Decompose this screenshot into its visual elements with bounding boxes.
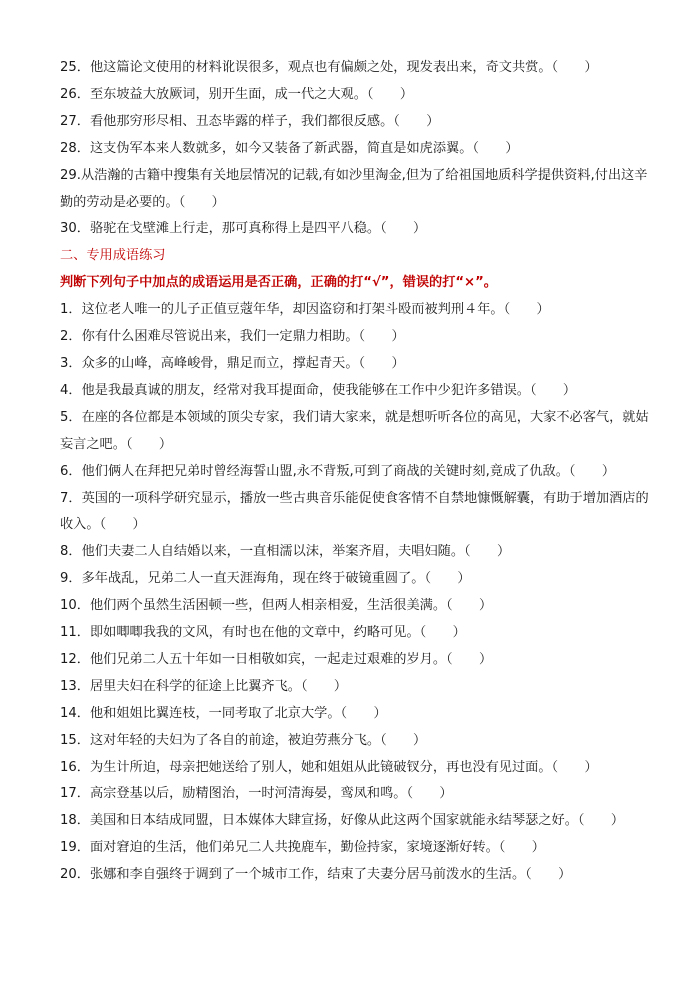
- question-line: 1．这位老人唯一的儿子正值豆蔻年华，却因盗窃和打架斗殴而被判刑４年。（ ）: [60, 302, 550, 318]
- question-line: 12．他们兄弟二人五十年如一日相敬如宾，一起走过艰难的岁月。（ ）: [60, 651, 493, 667]
- question-line: 20．张娜和李自强终于调到了一个城市工作，结束了夫妻分居马前泼水的生活。（ ）: [60, 867, 572, 883]
- question-line: 16．为生计所迫，母亲把她送给了别人，她和姐姐从此镜破钗分，再也没有见过面。（ ）: [60, 759, 598, 775]
- question-line: 27．看他那穷形尽相、丑态毕露的样子，我们都很反感。（ ）: [60, 113, 440, 129]
- question-line: 17．高宗登基以后，励精图治，一时河清海晏，鸾凤和鸣。（ ）: [60, 786, 453, 802]
- question-line: 6．他们俩人在拜把兄弟时曾经海誓山盟,永不背叛,可到了商战的关键时刻,竟成了仇敌。（ ）: [60, 463, 616, 479]
- question-line: 14．他和姐姐比翼连枝，一同考取了北京大学。（ ）: [60, 705, 387, 721]
- question-line: 10．他们两个虽然生活困顿一些，但两人相亲相爱，生活很美满。（ ）: [60, 598, 493, 614]
- question-line: 5．在座的各位都是本领域的顶尖专家，我们请大家来，就是想听听各位的高见，大家不必客气，就姑妄言之吧。（ ）: [60, 409, 649, 452]
- question-line: 7．英国的一项科学研究显示，播放一些古典音乐能促使食客情不自禁地慷慨解囊，有助于增加酒店的收入。（ ）: [60, 490, 649, 533]
- question-line: 3．众多的山峰，高峰峻骨，鼎足而立，撑起青天。（ ）: [60, 355, 405, 371]
- question-line: 29.从浩瀚的古籍中搜集有关地层情况的记载,有如沙里淘金,但为了给祖国地质科学提供资料,付出这辛勤的劳动是必要的。（ ）: [60, 167, 648, 210]
- question-line: 8．他们夫妻二人自结婚以来，一直相濡以沫，举案齐眉，夫唱妇随。（ ）: [60, 544, 511, 560]
- question-line: 18．美国和日本结成同盟，日本媒体大肆宣扬，好像从此这两个国家就能永结琴瑟之好。（ ）: [60, 813, 625, 829]
- question-line: 11．即如唧唧我我的文风，有时也在他的文章中，约略可见。（ ）: [60, 625, 466, 641]
- question-line: 28．这支伪军本来人数就多，如今又装备了新武器，简直是如虎添翼。（ ）: [60, 140, 519, 156]
- question-line: 19．面对窘迫的生活，他们弟兄二人共挽鹿车，勤俭持家，家境逐渐好转。（ ）: [60, 840, 545, 856]
- question-line: 26．至东坡益大放厥词，别开生面，成一代之大观。（ ）: [60, 86, 414, 102]
- question-line: 15．这对年轻的夫妇为了各自的前途，被迫劳燕分飞。（ ）: [60, 732, 427, 748]
- question-line: 9．多年战乱，兄弟二人一直天涯海角，现在终于破镜重圆了。（ ）: [60, 571, 471, 587]
- instruction-text: 判断下列句子中加点的成语运用是否正确，正确的打“√”，错误的打“×”。: [60, 275, 497, 291]
- question-line: 13．居里夫妇在科学的征途上比翼齐飞。（ ）: [60, 678, 348, 694]
- question-line: 2．你有什么困难尽管说出来，我们一定鼎力相助。（ ）: [60, 329, 405, 345]
- question-line: 4．他是我最真诚的朋友，经常对我耳提面命，使我能够在工作中少犯许多错误。（ ）: [60, 382, 577, 398]
- section-title: 二、专用成语练习: [60, 248, 166, 264]
- worksheet-page: [60, 55, 652, 889]
- question-line: 25．他这篇论文使用的材料讹误很多，观点也有偏颇之处，现发表出来，奇文共赏。（ ）: [60, 60, 598, 75]
- question-line: 30．骆驼在戈壁滩上行走，那可真称得上是四平八稳。（ ）: [60, 221, 427, 237]
